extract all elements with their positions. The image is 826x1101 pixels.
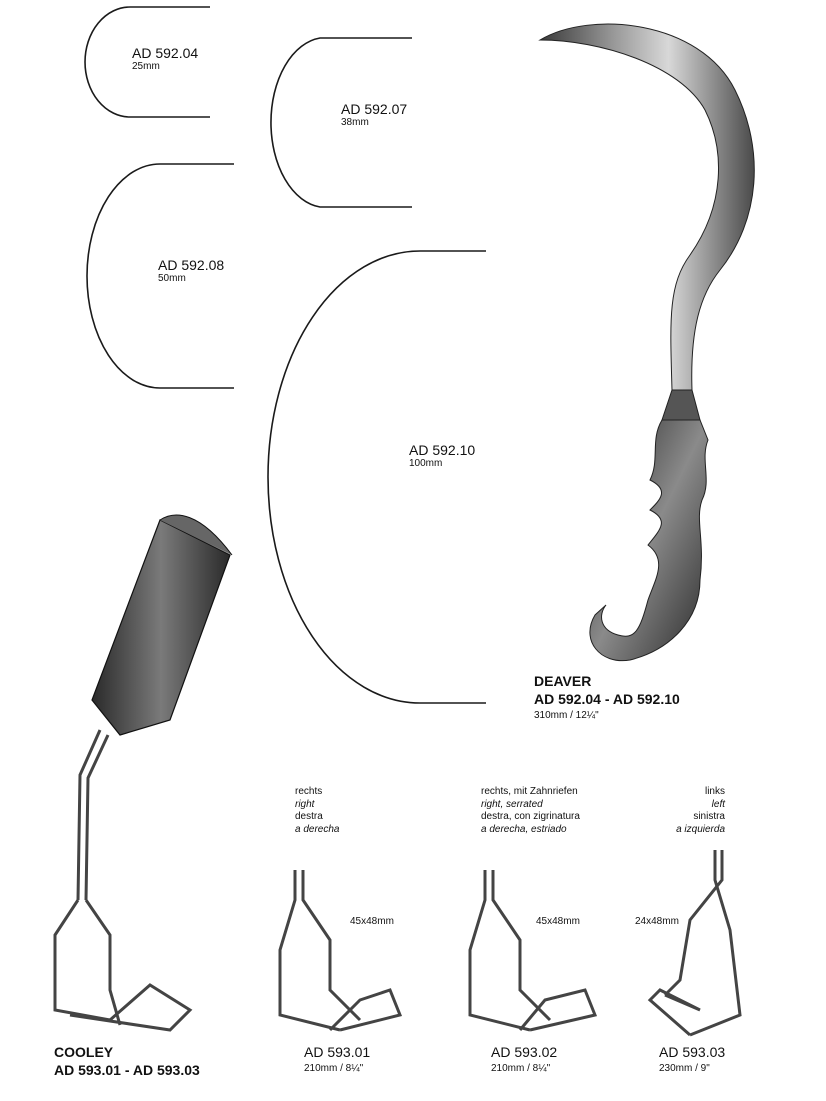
blade-size: 100mm [409, 458, 443, 469]
blade-label-592-08 [158, 257, 224, 285]
desc-es: a izquierda [676, 823, 725, 835]
blade-dimension-593-02: 45x48mm [536, 916, 580, 927]
blade-code: AD 592.04 [132, 45, 199, 61]
variant-description-593-02 [481, 786, 580, 836]
cooley-title-block [54, 1043, 200, 1079]
blade-code: AD 592.07 [341, 101, 408, 117]
desc-de: rechts, mit Zahnriefen [481, 786, 578, 797]
variant-code: AD 593.01 [304, 1044, 371, 1060]
blade-label-592-04 [132, 45, 198, 73]
cooley-593-01-illustration [280, 870, 400, 1030]
variant-length: 210mm / 8¼" [304, 1063, 364, 1074]
variant-description-593-03 [676, 786, 725, 836]
blade-dimension-593-03: 24x48mm [635, 916, 679, 927]
deaver-range: AD 592.04 - AD 592.10 [534, 691, 680, 707]
cooley-main-illustration [55, 515, 232, 1030]
blade-size: 25mm [132, 61, 160, 72]
blade-size: 38mm [341, 117, 369, 128]
variant-label-593-01 [304, 1044, 370, 1075]
desc-en: left [711, 798, 725, 810]
deaver-length: 310mm / 12¼" [534, 710, 599, 721]
desc-de: links [704, 786, 725, 797]
variant-code: AD 593.02 [491, 1044, 558, 1060]
blade-dimension-593-01: 45x48mm [350, 916, 394, 927]
desc-it: destra, con zigrinatura [481, 811, 580, 822]
desc-it: destra [295, 811, 323, 822]
blade-code: AD 592.10 [409, 442, 476, 458]
blade-label-592-10 [409, 442, 475, 470]
blade-label-592-07 [341, 101, 407, 129]
cooley-range: AD 593.01 - AD 593.03 [54, 1062, 200, 1078]
desc-it: sinistra [693, 811, 725, 822]
deaver-title-block [534, 672, 680, 722]
cooley-593-02-illustration [470, 870, 595, 1030]
deaver-title: DEAVER [534, 673, 592, 689]
variant-label-593-03 [659, 1044, 725, 1075]
blade-size: 50mm [158, 273, 186, 284]
cooley-title: COOLEY [54, 1044, 114, 1060]
desc-de: rechts [295, 786, 323, 797]
desc-en: right [295, 798, 315, 810]
variant-code: AD 593.03 [659, 1044, 726, 1060]
variant-label-593-02 [491, 1044, 557, 1075]
variant-length: 210mm / 8¼" [491, 1063, 551, 1074]
cooley-593-03-illustration [650, 850, 740, 1035]
variant-length: 230mm / 9" [659, 1063, 710, 1074]
blade-code: AD 592.08 [158, 257, 225, 273]
variant-description-593-01 [295, 786, 339, 836]
desc-en: right, serrated [481, 798, 543, 810]
desc-es: a derecha, estriado [481, 823, 567, 835]
desc-es: a derecha [295, 823, 340, 835]
